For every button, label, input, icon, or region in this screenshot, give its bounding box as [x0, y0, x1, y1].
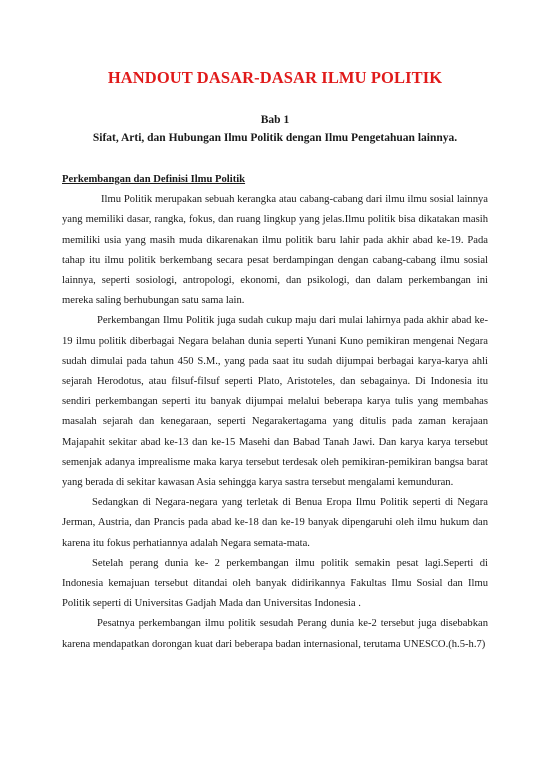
paragraph: Sedangkan di Negara-negara yang terletak di Benua Eropa Ilmu Politik seperti di Negara Jerman, Austria, dan Prancis pada abad ke-18 dan ke-19 banyak dipengaruhi oleh ilmu hukum dan karena itu fokus perhatiannya adalah Negara semata-mata.	[62, 497, 488, 549]
section-heading: Perkembangan dan Definisi Ilmu Politik	[62, 174, 246, 185]
paragraph: Perkembangan Ilmu Politik juga sudah cukup maju dari mulai lahirnya pada akhir abad ke-19 ilmu politik diberbagai Negara belahan dunia seperti Yunani Kuno pemikiran mengenai Negara sudah dimulai pada tahun 450 S.M., yang pada saat itu sudah dijumpai berbagai karya-karya ahli sejarah Herodotus, atau filsuf-filsuf seperti Plato, Aristoteles, dan sebagainya. Di Indonesia itu sendiri perkembangan seperti itu banyak dijumpai melalui beberapa karya tulis yang membahas masalah sejarah dan kenegaraan, seperti Negarakertagama yang ditulis pada zaman kerajaan Majapahit sekitar abad ke-13 dan ke-15 Masehi dan Babad Tanah Jawi. Dan karya karya tersebut semenjak adanya imprealisme maka karya tersebut terdesak oleh pemikiran-pemikiran bangsa barat yang berada di sekitar kawasan Asia sehingga karya sastra tersebut mengalami kemunduran.	[62, 315, 488, 489]
paragraph: Ilmu Politik merupakan sebuah kerangka atau cabang-cabang dari ilmu ilmu sosial lainnya yang memiliki dasar, rangka, fokus, dan ruang lingkup yang jelas.Ilmu politik bisa dikatakan masih memiliki usia yang masih muda dikarenakan ilmu politik baru lahir pada akhir abad ke-19. Pada tahap itu ilmu politik berkembang secara pesat berdampingan dengan cabang-cabang ilmu sosial lainnya, seperti sosiologi, antropologi, ekonomi, dan psikologi, dan dalam perkembangan ini mereka saling berhubungan satu sama lain.	[62, 194, 488, 307]
paragraph: Pesatnya perkembangan ilmu politik sesudah Perang dunia ke-2 tersebut juga disebabkan karena mendapatkan dorongan kuat dari beberapa badan internasional, terutama UNESCO.(h.5-h.7)	[62, 618, 488, 650]
document-title: HANDOUT DASAR-DASAR ILMU POLITIK	[107, 68, 443, 87]
chapter-subtitle: Sifat, Arti, dan Hubungan Ilmu Politik dengan Ilmu Pengetahuan lainnya.	[92, 132, 458, 144]
paragraph: Setelah perang dunia ke- 2 perkembangan ilmu politik semakin pesat lagi.Seperti di Indonesia kemajuan tersebut ditandai oleh banyak didirikannya Fakultas Ilmu Sosial dan Ilmu Politik seperti di Universitas Gadjah Mada dan Universitas Indonesia .	[62, 557, 488, 610]
document-body	[62, 170, 488, 655]
chapter-label: Bab 1	[260, 114, 290, 126]
